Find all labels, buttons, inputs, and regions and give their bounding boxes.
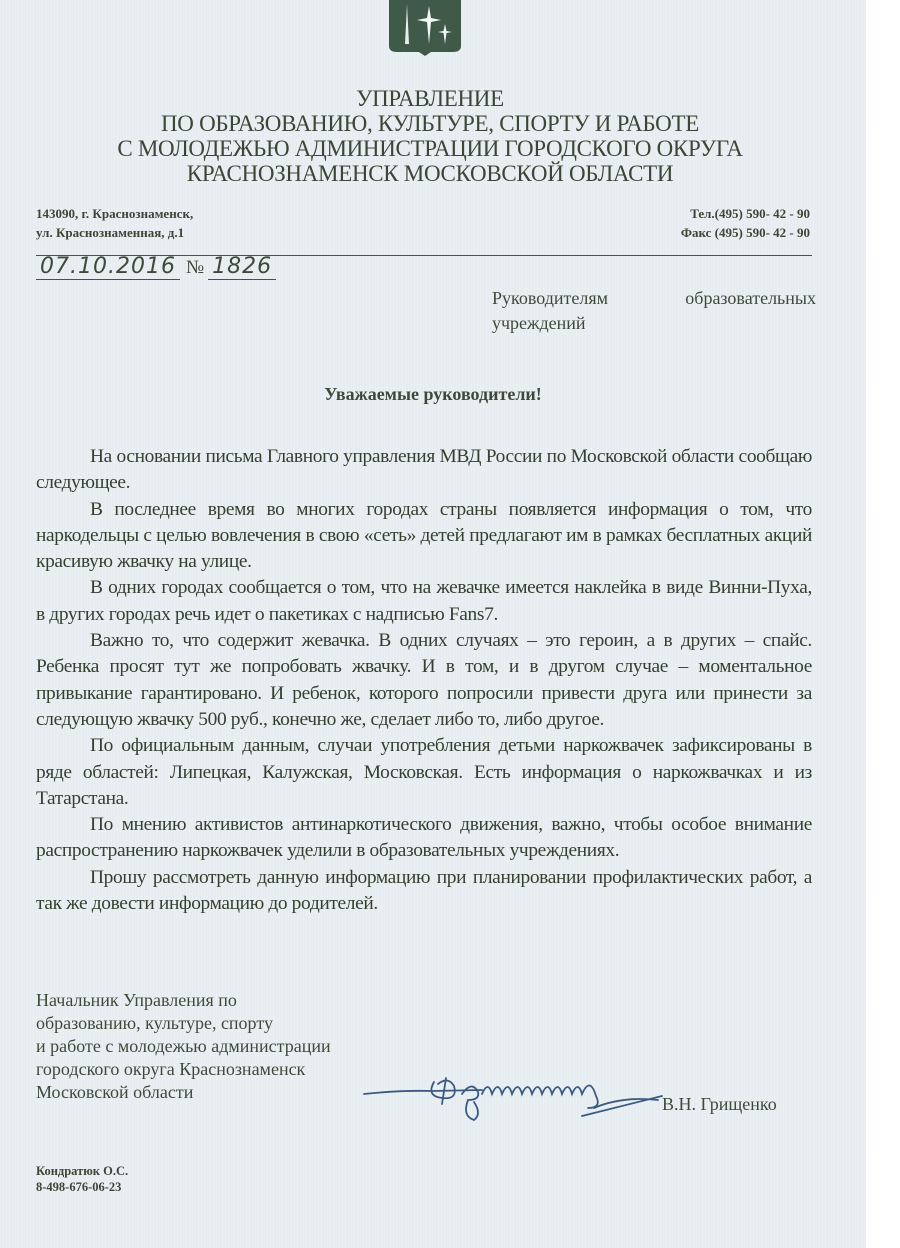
- position-line: образованию, культуре, спорту: [36, 1013, 273, 1033]
- body-paragraph: По официальным данным, случаи употребления детьми наркожвачек зафиксированы в ряде областей: Липецкая, Калужская, Московская. Есть информация о наркожвачках и из Татарстана.: [36, 735, 812, 809]
- signer-name: В.Н. Грищенко: [662, 1094, 777, 1114]
- addressee-line: учреждений: [492, 313, 586, 333]
- letter-body: [36, 444, 812, 917]
- addressee-line: Руководителям образовательных: [492, 288, 816, 308]
- address-line: ул. Краснознаменная, д.1: [36, 225, 185, 240]
- contacts: [681, 204, 810, 242]
- greeting: Уважаемые руководители!: [324, 384, 542, 404]
- registration-date: 07.10.2016: [36, 254, 180, 280]
- org-line: КРАСНОЗНАМЕНСК МОСКОВСКОЙ ОБЛАСТИ: [186, 161, 674, 186]
- org-line: УПРАВЛЕНИЕ: [356, 86, 504, 111]
- addressee: [492, 286, 816, 336]
- organization-header: [100, 86, 760, 186]
- phone: Тел.(495) 590- 42 - 90: [690, 206, 810, 221]
- executor-name: Кондратюк О.С.: [36, 1164, 129, 1178]
- fax: Факс (495) 590- 42 - 90: [680, 225, 810, 240]
- executor-info: [36, 1163, 128, 1195]
- executor-phone: 8-498-676-06-23: [36, 1180, 122, 1194]
- address-line: 143090, г. Краснознаменск,: [36, 206, 194, 221]
- org-line: С МОЛОДЕЖЬЮ АДМИНИСТРАЦИИ ГОРОДСКОГО ОКРУГА: [117, 136, 743, 161]
- body-paragraph: На основании письма Главного управления МВД России по Московской области сообщаю следующее.: [36, 446, 812, 494]
- position-line: и работе с молодежью администрации: [36, 1036, 331, 1056]
- body-paragraph: В одних городах сообщается о том, что на жевачке имеется наклейка в виде Винни-Пуха, в других городах речь идет о пакетиках с надписью Fans7.: [36, 577, 812, 625]
- body-paragraph: По мнению активистов антинаркотического движения, важно, чтобы особое внимание распространению наркожвачек уделили в образовательных учреждениях.: [36, 814, 812, 862]
- position-line: Начальник Управления по: [36, 990, 237, 1010]
- body-paragraph: В последнее время во многих городах страны появляется информация о том, что наркодельцы с целью вовлечения в свою «сеть» детей предлагают им в рамках бесплатных акций красивую жвачку на улице.: [36, 498, 812, 573]
- coat-of-arms-icon: [389, 0, 461, 56]
- postal-address: [36, 204, 193, 242]
- position-line: городского округа Краснознаменск: [36, 1059, 306, 1079]
- number-sign: №: [185, 257, 205, 278]
- registration-number: 1826: [208, 254, 276, 280]
- org-line: ПО ОБРАЗОВАНИЮ, КУЛЬТУРЕ, СПОРТУ И РАБОТЕ: [161, 111, 699, 136]
- signature-icon: [362, 1060, 672, 1130]
- signer-position: [36, 989, 331, 1104]
- position-line: Московской области: [36, 1082, 194, 1102]
- body-paragraph: Важно то, что содержит жевачка. В одних случаях – это героин, а в других – спайс. Ребенка просят тут же попробовать жвачку. И в том, и в другом случае – моментальное привыкание гарантировано. И ребенок, которого попросили привести друга или принести за следующую жвачку 500 руб., конечно же, сделает либо то, либо другое.: [36, 630, 812, 730]
- registration-line: [36, 254, 276, 280]
- body-paragraph: Прошу рассмотреть данную информацию при планировании профилактических работ, а так же довести информацию до родителей.: [36, 866, 812, 915]
